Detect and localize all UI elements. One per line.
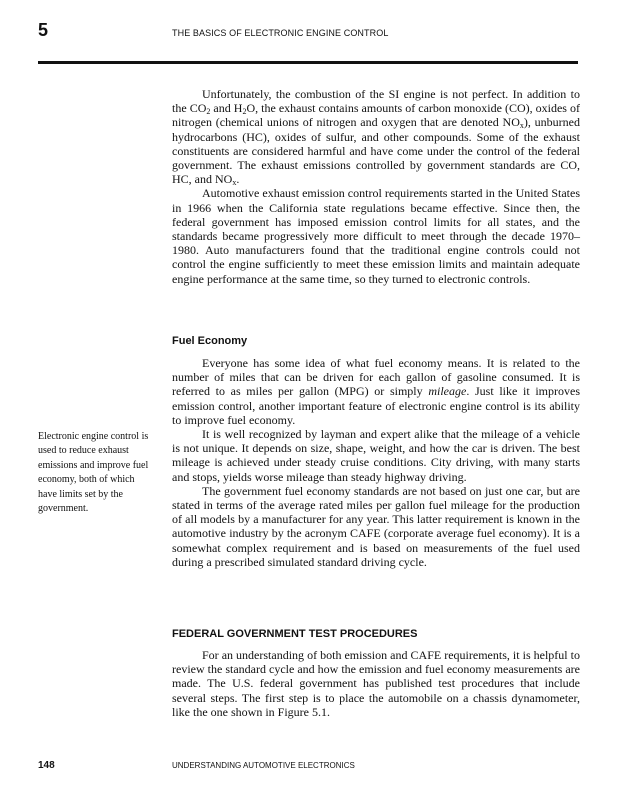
emissions-paragraph-2: Automotive exhaust emission control requirements started in the United States in 1966 when the California state regulations became effective. Since then, the federal government has imposed emission control limits for all states, and the standards became progressively more difficult to meet through the decade 1970–1980. Auto manufacturers found that the traditional engine controls could not control the engine sufficiently to meet these emission limits and maintain adequate engine performance at the same time, so they turned to electronic controls.: [172, 186, 580, 286]
fuel-economy-paragraph-2: It is well recognized by layman and expert alike that the mileage of a vehicle is not unique. It depends on size, shape, weight, and how the car is driven. The best mileage is achieved under steady cruise conditions. City driving, with many starts and stops, yields worse mileage than steady highway driving.: [172, 427, 580, 484]
chapter-number: 5: [38, 20, 49, 40]
federal-paragraph-1: For an understanding of both emission and CAFE requirements, it is helpful to review the standard cycle and how the emission and fuel economy measurements are made. The U.S. federal government has published test procedures that include several steps. The first step is to place the automobile on a chassis dynamometer, like the one shown in Figure 5.1.: [172, 648, 580, 719]
page-number: 148: [38, 760, 55, 771]
chapter-title: THE BASICS OF ELECTRONIC ENGINE CONTROL: [172, 28, 389, 38]
header-rule: [38, 61, 578, 64]
fuel-economy-paragraph-3: The government fuel economy standards are not based on just one car, but are stated in terms of the average rated miles per gallon fuel mileage for the production of all models by a manufacturer for any year. This latter requirement is known in the automotive industry by the acronym CAFE (corporate average fuel economy). It is a somewhat complex requirement and is based on measurements of the fuel used during a prescribed simulated standard driving cycle.: [172, 483, 580, 569]
fuel-economy-section: [172, 356, 580, 569]
federal-heading: FEDERAL GOVERNMENT TEST PROCEDURES: [172, 628, 418, 640]
book-title: UNDERSTANDING AUTOMOTIVE ELECTRONICS: [172, 761, 355, 770]
fuel-economy-heading: Fuel Economy: [172, 335, 248, 347]
emissions-section: [172, 87, 580, 286]
fuel-economy-paragraph-1: Everyone has some idea of what fuel economy means. It is related to the number of miles that can be driven for each gallon of gasoline consumed. It is referred to as miles per gallon (MPG) or simply mileage. Just like it improves emission control, another important feature of electronic engine control is its ability to improve fuel economy.: [172, 356, 581, 427]
emissions-paragraph-1: Unfortunately, the combustion of the SI engine is not perfect. In addition to the $CO_2$ and $H_2O$, the exhaust contains amounts of carbon monoxide (CO), oxides of nitrogen (chemical unions of nitrogen and oxygen that are denoted $NO_x$), unburned hydrocarbons (HC), oxides of sulfur, and other compounds. Some of the exhaust constituents are considered harmful and have come under the control of the federal government. The exhaust emissions controlled by government standards are CO, HC, and $NO_x$.: [172, 87, 581, 188]
margin-note: Electronic engine control is used to reduce exhaust emissions and improve fuel economy, both of which have limits set by the government.: [38, 431, 149, 515]
federal-section: [172, 648, 580, 719]
